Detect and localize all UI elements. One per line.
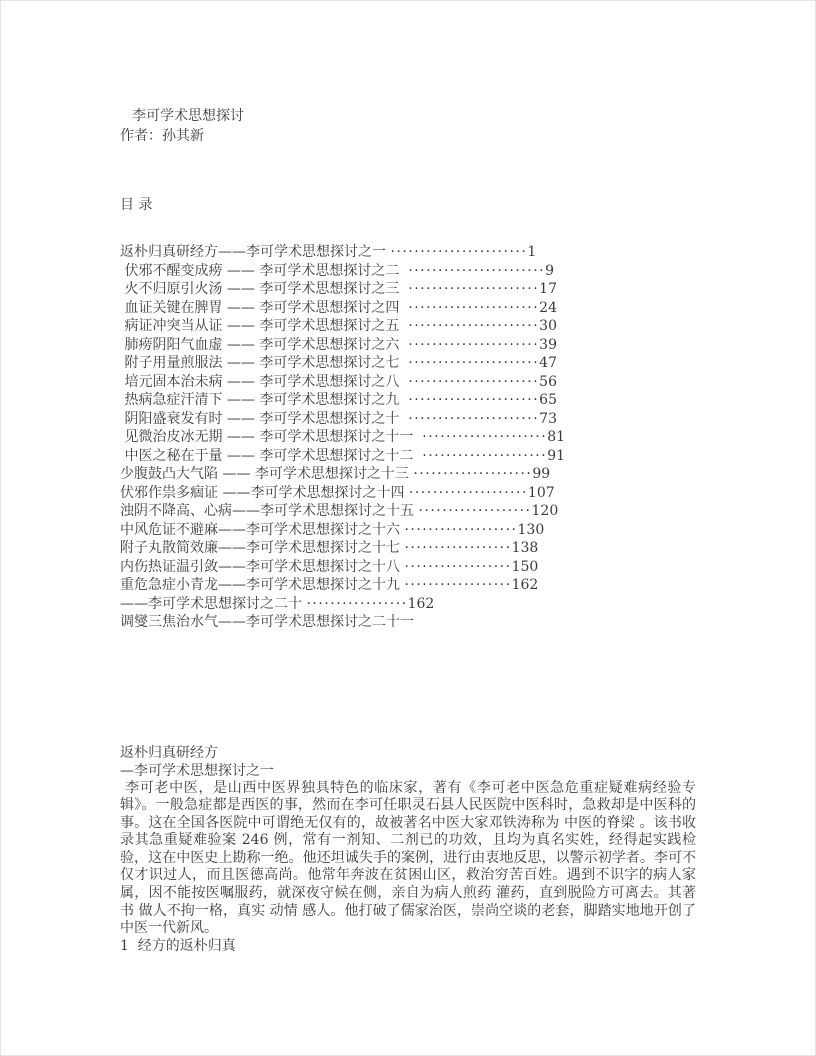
toc-page-number: 65 bbox=[539, 392, 557, 408]
toc-page-number: 73 bbox=[539, 410, 557, 427]
toc-leader-dots: ················· bbox=[306, 595, 408, 612]
toc-page-number: 99 bbox=[532, 466, 551, 482]
toc-leader-dots: ······················ bbox=[408, 318, 540, 334]
toc-entry-label: 内伤热证温引敛——李可学术思想探讨之十八 bbox=[120, 558, 405, 575]
article-title: 返朴归真研经方 bbox=[120, 744, 218, 761]
toc-entry-label: 附子丸散简效廉——李可学术思想探讨之十七 bbox=[120, 540, 405, 556]
toc-leader-dots: ······················ bbox=[408, 299, 540, 316]
toc-page-number: 39 bbox=[539, 336, 557, 353]
toc-entry bbox=[120, 299, 696, 318]
article-paragraph: 李可老中医，是山西中医界独具特色的临床家，著有《李可老中医急危重症疑难病经验专辑》。一般急症都是西医的事，然而在李可任职灵石县人民医院中医科时，急救却是中医科的事。这在全国各医院中可谓绝无仅有的，故被著名中医大家邓铁涛称为 中医的脊梁 。该书收录其急重疑难验案 246 例，常有一剂知、二剂已的功效，且均为真名实姓，经得起实践检验，这在中医史上勘称一绝。他还坦诚失手的案例，进行由衷地反思，以警示初学者。李可不仅才识过人，而且医德高尚。他常年奔波在贫困山区，救治穷苦百姓。遇到不识字的病人家属，因不能按医嘱服药，就深夜守候在侧，亲自为病人煎药 灌药，直到脱险方可离去。其著书 做人不拘一格，真实 动情 感人。他打破了儒家治医，崇尚空谈的老套，脚踏实地地开创了中医一代新风。 bbox=[120, 779, 696, 937]
toc-entry-label: 重危急症小青龙——李可学术思想探讨之十九 bbox=[120, 577, 405, 593]
toc-leader-dots: ······················· bbox=[390, 244, 528, 260]
toc-leader-dots: ·················· bbox=[404, 577, 512, 593]
toc-entry-label: 附子用量煎服法 —— 李可学术思想探讨之七 bbox=[120, 355, 409, 371]
toc-page-number: 30 bbox=[539, 318, 557, 334]
document-title: 李可学术思想探讨 bbox=[132, 108, 244, 124]
toc-entry bbox=[120, 465, 696, 484]
toc-page-number: 162 bbox=[511, 577, 539, 593]
toc-page-number: 162 bbox=[407, 595, 435, 612]
toc-entry-label: ——李可学术思想探讨之二十 bbox=[120, 595, 307, 612]
article-section-heading: 1 经方的返朴归真 bbox=[120, 937, 236, 954]
toc-leader-dots: ······················· bbox=[408, 262, 546, 279]
toc-entry bbox=[120, 576, 696, 595]
toc-entry-label: 病证冲突当从证 —— 李可学术思想探讨之五 bbox=[120, 318, 409, 334]
toc-entry bbox=[120, 428, 696, 447]
toc-entry-label: 热病急症汗清下 —— 李可学术思想探讨之九 bbox=[120, 392, 409, 408]
toc-page-number: 107 bbox=[527, 484, 555, 501]
document-author: 作者：孙其新 bbox=[120, 128, 204, 144]
toc-page-number: 56 bbox=[539, 373, 557, 390]
toc-entry bbox=[120, 317, 696, 336]
toc-entry bbox=[120, 391, 696, 410]
toc-page-number: 138 bbox=[511, 540, 539, 556]
toc-leader-dots: ······················ bbox=[408, 281, 540, 297]
toc-leader-dots: ·················· bbox=[404, 558, 512, 575]
toc-leader-dots: ··················· bbox=[404, 521, 518, 538]
toc-entry-label: 培元固本治未病 —— 李可学术思想探讨之八 bbox=[120, 373, 409, 390]
toc-entry bbox=[120, 502, 696, 521]
toc-entry-label: 少腹鼓凸大气陷 —— 李可学术思想探讨之十三 bbox=[120, 466, 414, 482]
toc-entry bbox=[120, 447, 696, 466]
toc-entry bbox=[120, 410, 696, 429]
toc-leader-dots: ··················· bbox=[418, 503, 532, 519]
toc-page-number: 9 bbox=[545, 262, 555, 279]
toc-entry bbox=[120, 558, 696, 577]
toc-page-number: 91 bbox=[547, 447, 566, 464]
toc-entry bbox=[120, 354, 696, 373]
article-subtitle: —李可学术思想探讨之一 bbox=[120, 762, 274, 779]
toc-leader-dots: ···················· bbox=[408, 484, 528, 501]
toc-entry bbox=[120, 521, 696, 540]
toc-page-number: 24 bbox=[539, 299, 557, 316]
toc-page-number: 150 bbox=[511, 558, 539, 575]
toc-leader-dots: ······················ bbox=[408, 355, 540, 371]
toc-entry-label: 见微治皮冰无期 —— 李可学术思想探讨之十一 bbox=[120, 429, 423, 445]
toc-list bbox=[120, 243, 696, 632]
toc-page-number: 17 bbox=[539, 281, 557, 297]
toc-leader-dots: ······················ bbox=[408, 410, 540, 427]
toc-page-number: 47 bbox=[539, 355, 557, 371]
toc-entry bbox=[120, 373, 696, 392]
toc-leader-dots: ···················· bbox=[413, 466, 533, 482]
toc-entry-label: 浊阴不降高、心病——李可学术思想探讨之十五 bbox=[120, 503, 419, 519]
toc-entry bbox=[120, 595, 696, 614]
toc-leader-dots: ····················· bbox=[422, 447, 548, 464]
toc-entry-label: 血证关键在脾胃 —— 李可学术思想探讨之四 bbox=[120, 299, 409, 316]
toc-entry bbox=[120, 539, 696, 558]
toc-entry-label: 伏邪作祟多痼证 ——李可学术思想探讨之十四 bbox=[120, 484, 409, 501]
toc-page-number: 1 bbox=[527, 244, 537, 260]
toc-entry-label: 火不归原引火汤 —— 李可学术思想探讨之三 bbox=[120, 281, 409, 297]
toc-leader-dots: ······················ bbox=[408, 392, 540, 408]
toc-entry-label: 阴阳盛衰发有时 —— 李可学术思想探讨之十 bbox=[120, 410, 409, 427]
document-content bbox=[1, 107, 815, 955]
toc-entry bbox=[120, 613, 696, 632]
toc-entry-label: 调燮三焦治水气——李可学术思想探讨之二十一 bbox=[120, 614, 414, 630]
toc-page-number: 130 bbox=[517, 521, 545, 538]
toc-entry-label: 中医之秘在于量 —— 李可学术思想探讨之十二 bbox=[120, 447, 423, 464]
toc-leader-dots: ······················ bbox=[408, 336, 540, 353]
toc-entry-label: 肺痨阴阳气血虚 —— 李可学术思想探讨之六 bbox=[120, 336, 409, 353]
toc-entry bbox=[120, 484, 696, 503]
toc-entry-label: 中风危证不避麻——李可学术思想探讨之十六 bbox=[120, 521, 405, 538]
toc-leader-dots: ·················· bbox=[404, 540, 512, 556]
toc-entry bbox=[120, 243, 696, 262]
toc-leader-dots: ······················ bbox=[408, 373, 540, 390]
toc-heading: 目 录 bbox=[120, 197, 153, 213]
toc-leader-dots: ····················· bbox=[422, 429, 548, 445]
toc-entry-label: 伏邪不醒变成痨 —— 李可学术思想探讨之二 bbox=[120, 262, 409, 279]
toc-entry-label: 返朴归真研经方——李可学术思想探讨之一 bbox=[120, 244, 391, 260]
toc-entry bbox=[120, 336, 696, 355]
toc-page-number: 120 bbox=[531, 503, 559, 519]
article-section bbox=[120, 744, 696, 956]
toc-entry bbox=[120, 262, 696, 281]
toc-page-number: 81 bbox=[547, 429, 566, 445]
toc-entry bbox=[120, 280, 696, 299]
